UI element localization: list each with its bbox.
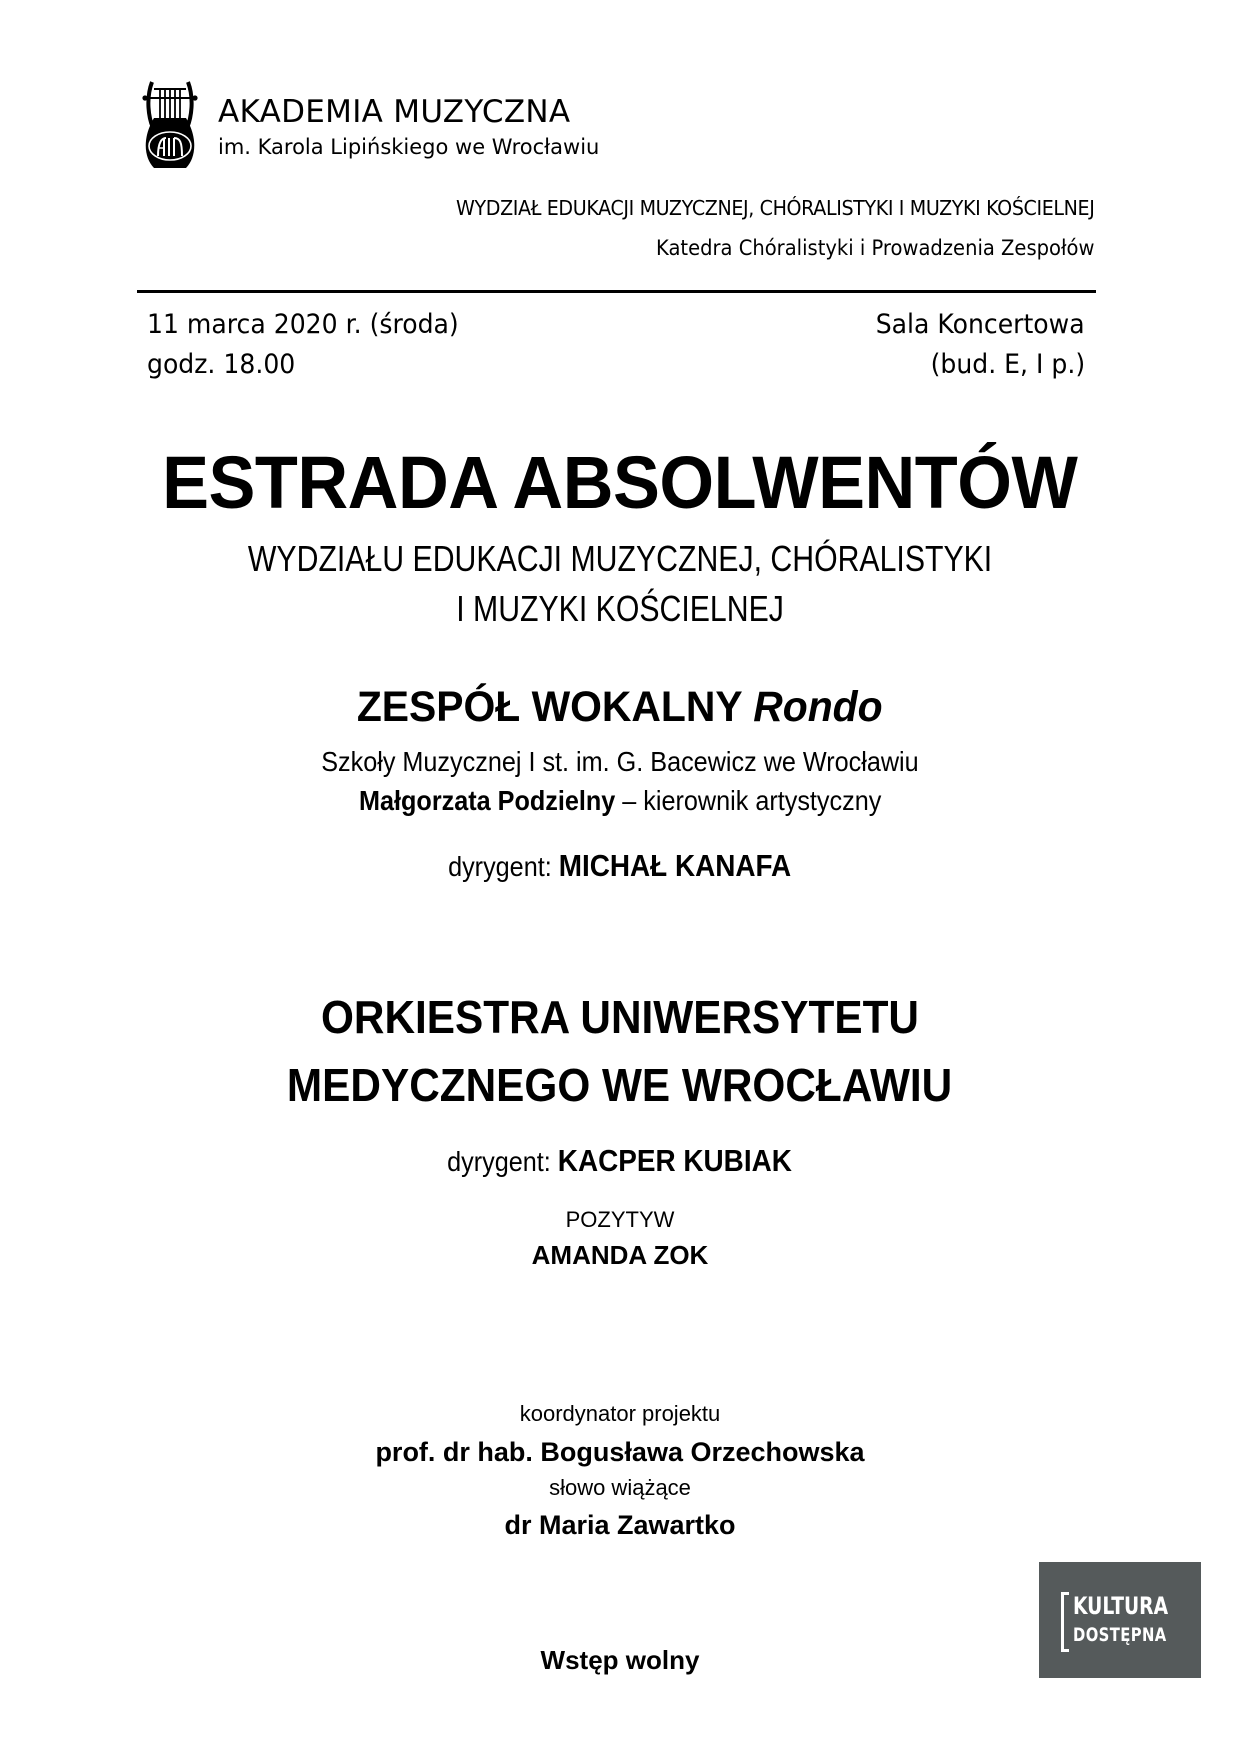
subtitle-line-2	[0, 588, 1240, 630]
header-divider	[137, 290, 1096, 293]
subtitle-line-2-text: I MUZYKI KOŚCIELNEJ	[456, 588, 784, 629]
conductor-label: dyrygent:	[448, 851, 553, 882]
subtitle-line-1	[0, 538, 1240, 580]
ensemble-2-title-line-2	[0, 1058, 1240, 1112]
ensemble-2-conductor	[0, 1143, 1240, 1179]
department-name: Katedra Chóralistyki i Prowadzenia Zespołów	[655, 236, 1094, 260]
ensemble-1-director-wrap	[359, 785, 881, 817]
event-venue: Sala Koncertowa	[876, 309, 1085, 340]
bracket-icon	[1061, 1592, 1069, 1652]
badge-line-2: DOSTĘPNA	[1073, 1624, 1167, 1646]
institution-name: AKADEMIA MUZYCZNA	[218, 94, 571, 130]
coordinator-label: koordynator projektu	[519, 1401, 721, 1426]
ensemble-1-school-text: Szkoły Muzycznej I st. im. G. Bacewicz we Wrocławiu	[321, 746, 919, 777]
ensemble-1-director	[0, 785, 1240, 817]
subtitle-line-1-text: WYDZIAŁU EDUKACJI MUZYCZNEJ, CHÓRALISTYKI	[247, 538, 993, 579]
free-entry-note: Wstęp wolny	[540, 1645, 700, 1675]
coordinator-name: prof. dr hab. Bogusława Orzechowska	[375, 1437, 865, 1467]
ensemble-1-conductor	[0, 848, 1240, 884]
kultura-dostepna-logo	[1039, 1562, 1201, 1678]
badge-line-1: KULTURA	[1073, 1592, 1169, 1620]
conductor-name: MICHAŁ KANAFA	[559, 848, 792, 883]
ensemble-1-director-name: Małgorzata Podzielny	[358, 785, 616, 816]
ensemble-2-title-line-1-text: ORKIESTRA UNIWERSYTETU	[320, 991, 919, 1043]
institution-subtitle: im. Karola Lipińskiego we Wrocławiu	[218, 135, 600, 159]
conductor-label: dyrygent:	[447, 1146, 552, 1177]
event-time: godz. 18.00	[147, 349, 296, 380]
conductor-name: KACPER KUBIAK	[558, 1143, 793, 1178]
page-title-text: ESTRADA ABSOLWENTÓW	[162, 441, 1078, 524]
ensemble-1-title	[0, 683, 1240, 732]
event-date: 11 marca 2020 r. (środa)	[147, 309, 459, 340]
faculty-name: WYDZIAŁ EDUKACJI MUZYCZNEJ, CHÓRALISTYKI I MUZYKI KOŚCIELNEJ	[455, 196, 1094, 220]
ensemble-1-director-role: – kierownik artystyczny	[622, 785, 882, 816]
narrator-label: słowo wiążące	[549, 1475, 691, 1500]
ensemble-2-conductor-wrap	[448, 1143, 793, 1179]
ensemble-1-conductor-wrap	[448, 848, 791, 884]
soloist-name: AMANDA ZOK	[531, 1240, 709, 1270]
ensemble-1-title-wrap	[357, 683, 883, 732]
ensemble-1-school	[0, 746, 1240, 778]
ensemble-2-title-line-2-text: MEDYCZNEGO WE WROCŁAWIU	[287, 1059, 953, 1111]
ensemble-1-name-italic: Rondo	[753, 683, 883, 731]
ensemble-1-name: ZESPÓŁ WOKALNY	[357, 683, 743, 731]
lyre-icon	[140, 78, 200, 172]
ensemble-2-title-line-1	[0, 990, 1240, 1044]
narrator-name: dr Maria Zawartko	[504, 1510, 736, 1540]
event-venue-detail: (bud. E, I p.)	[930, 349, 1085, 380]
page-title	[0, 440, 1240, 525]
instrument-label: POZYTYW	[565, 1207, 675, 1232]
